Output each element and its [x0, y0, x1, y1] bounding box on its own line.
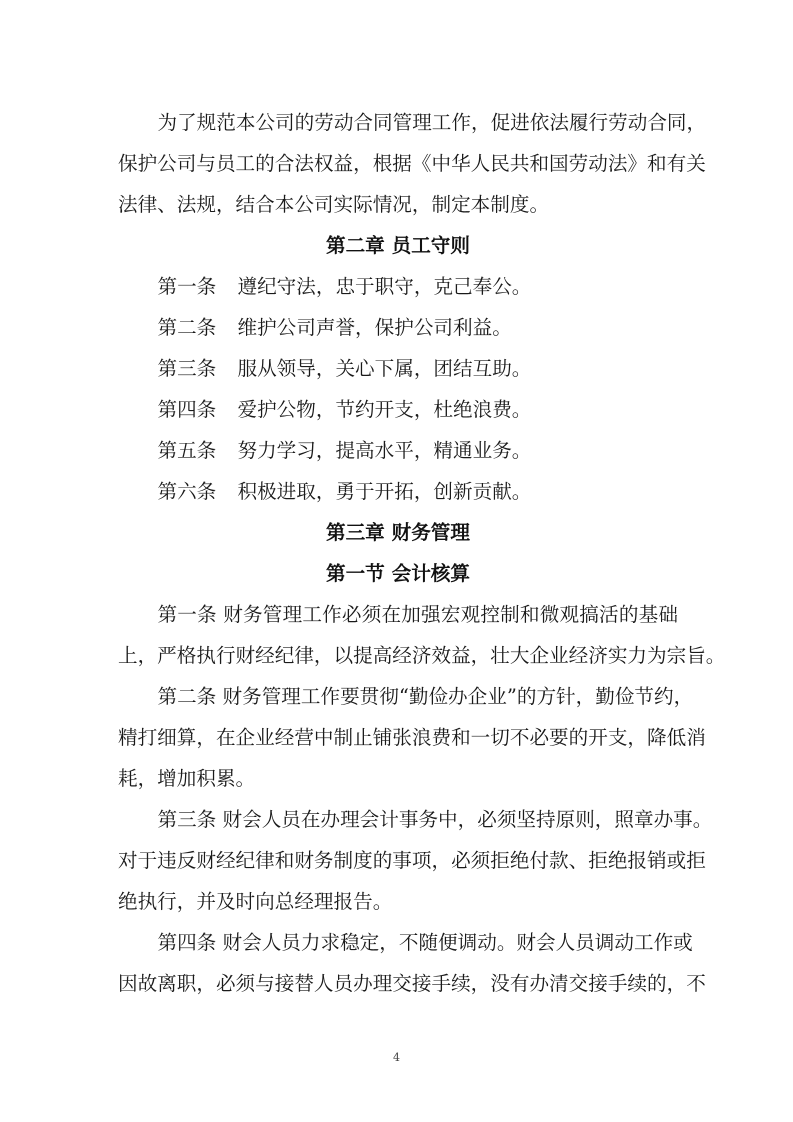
- section-heading: 第一节 会计核算: [326, 562, 470, 585]
- article-line: 因故离职，必须与接替人员办理交接手续，没有办清交接手续的，不: [118, 972, 706, 995]
- finance-article-4: [118, 922, 706, 1004]
- article-item: [118, 266, 678, 307]
- article-item: [118, 389, 678, 430]
- intro-line: 为了规范本公司的劳动合同管理工作，促进依法履行劳动合同，: [157, 111, 707, 134]
- article-line: 第四条 财会人员力求稳定，不随便调动。财会人员调动工作或: [157, 931, 693, 954]
- article-text: 努力学习，提高水平，精通业务。: [237, 439, 532, 462]
- finance-article-3: [118, 799, 713, 922]
- article-line: 第二条 财务管理工作要贯彻“勤俭办企业”的方针，勤俭节约，: [157, 685, 694, 708]
- article-line: 上，严格执行财经纪律，以提高经济效益，壮大企业经济实力为宗旨。: [118, 644, 726, 667]
- intro-line: 保护公司与员工的合法权益，根据《中华人民共和国劳动法》和有关: [118, 152, 706, 175]
- article-line: 耗，增加积累。: [118, 767, 256, 790]
- finance-article-2: [118, 676, 706, 799]
- article-number: 第一条: [157, 275, 217, 298]
- article-item: [118, 471, 678, 512]
- article-item: [118, 307, 678, 348]
- article-number: 第二条: [157, 316, 217, 339]
- intro-line: 法律、法规，结合本公司实际情况，制定本制度。: [118, 193, 550, 216]
- article-number: 第五条: [157, 439, 217, 462]
- article-item: [118, 348, 678, 389]
- article-line: 绝执行，并及时向总经理报告。: [118, 890, 393, 913]
- article-text: 维护公司声誉，保护公司利益。: [237, 316, 512, 339]
- chapter-heading: 第三章 财务管理: [326, 521, 470, 544]
- finance-article-1: [118, 594, 726, 676]
- article-number: 第六条: [157, 480, 217, 503]
- article-text: 遵纪守法，忠于职守，克己奉公。: [237, 275, 532, 298]
- chapter2-articles: [118, 266, 678, 512]
- page-number: 4: [393, 1051, 400, 1064]
- article-text: 爱护公物，节约开支，杜绝浪费。: [237, 398, 532, 421]
- article-text: 积极进取，勇于开拓，创新贡献。: [237, 480, 532, 503]
- article-item: [118, 430, 678, 471]
- chapter-heading: 第二章 员工守则: [326, 234, 470, 257]
- article-line: 第三条 财会人员在办理会计事务中，必须坚持原则，照章办事。: [157, 808, 713, 831]
- article-number: 第三条: [157, 357, 217, 380]
- article-line: 精打细算，在企业经营中制止铺张浪费和一切不必要的开支，降低消: [118, 726, 706, 749]
- article-text: 服从领导，关心下属，团结互助。: [237, 357, 532, 380]
- article-number: 第四条: [157, 398, 217, 421]
- article-line: 对于违反财经纪律和财务制度的事项，必须拒绝付款、拒绝报销或拒: [118, 849, 706, 872]
- article-line: 第一条 财务管理工作必须在加强宏观控制和微观搞活的基础: [157, 603, 678, 626]
- document-page: [118, 102, 726, 1004]
- intro-paragraph: [118, 102, 707, 225]
